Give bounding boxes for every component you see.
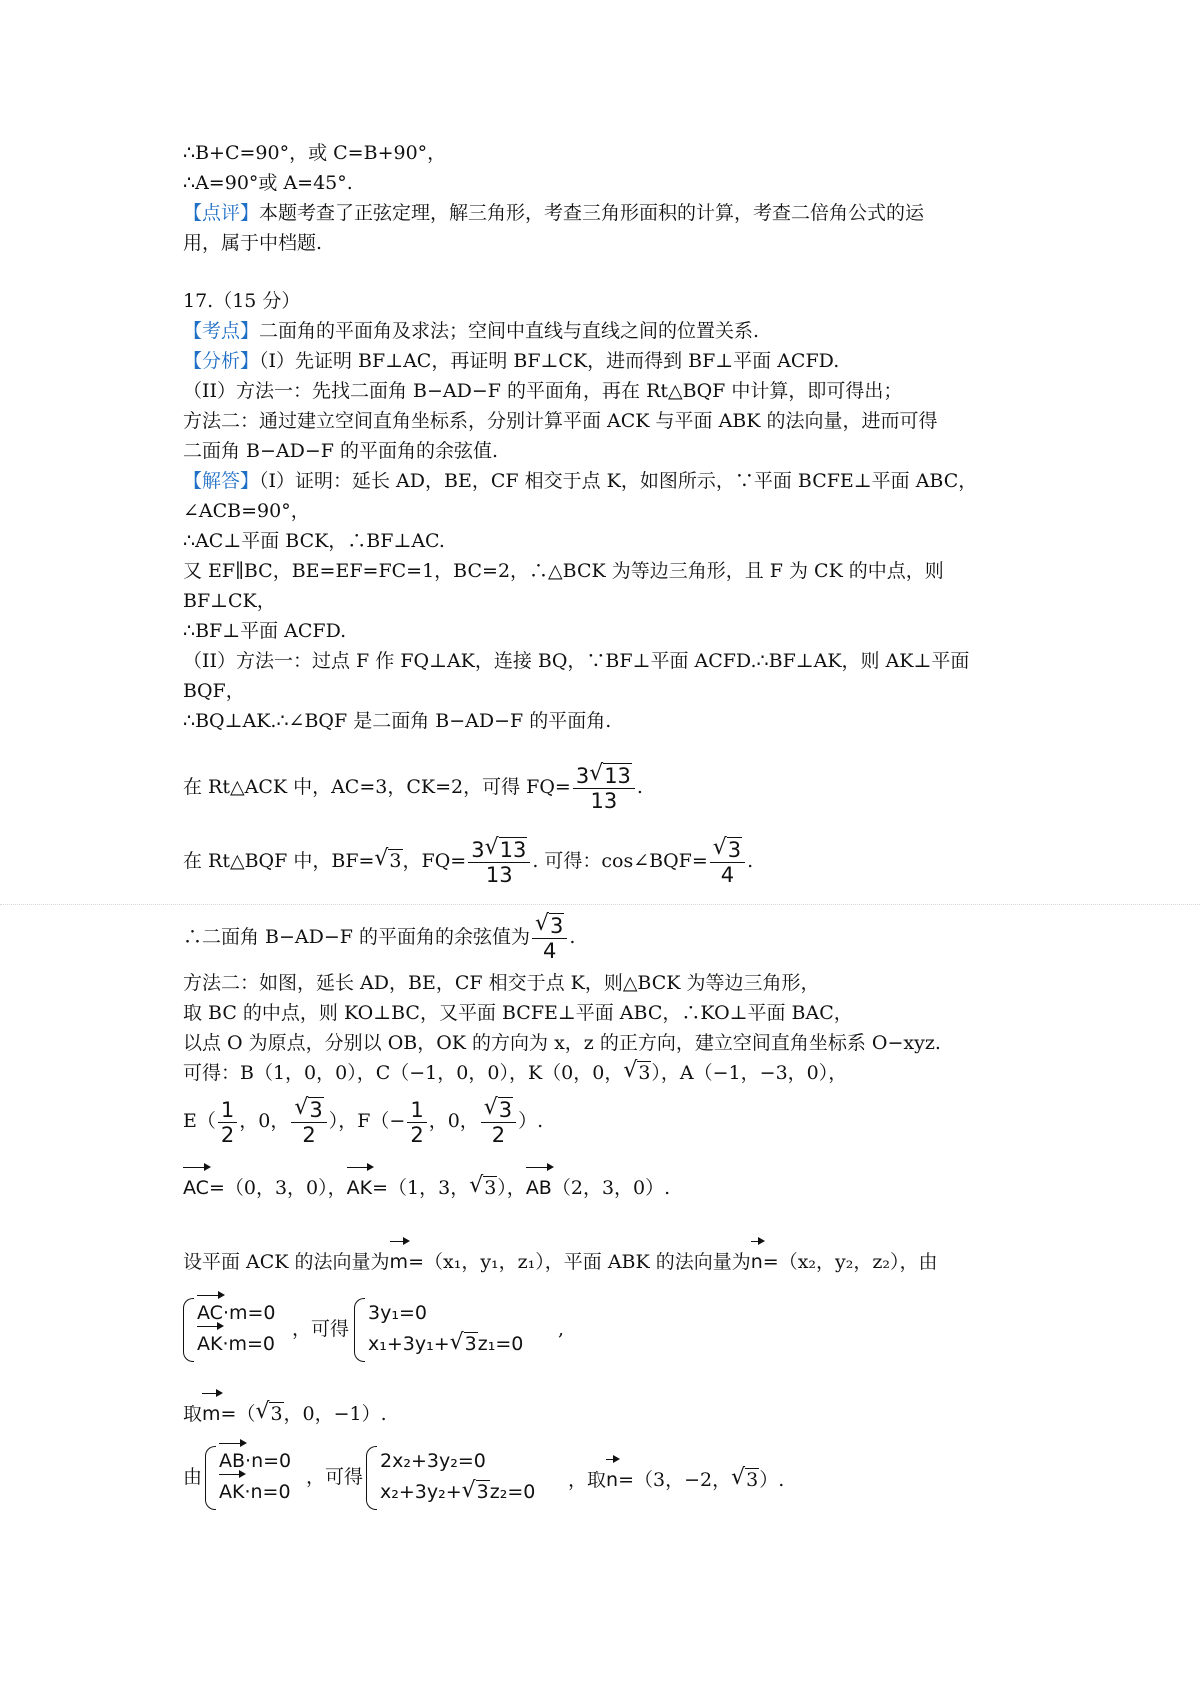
sqrt-expr: √ 3 <box>623 1058 651 1088</box>
text-line: 二面角 B−AD−F 的平面角的余弦值. <box>183 440 499 462</box>
text-line: 用，属于中档题. <box>183 232 323 254</box>
vector-n: n <box>751 1244 763 1280</box>
left-brace <box>366 1446 377 1510</box>
fraction: $\frac{1}{2}$ <box>407 1098 426 1147</box>
text-line: 方法二：如图，延长 AD，BE，CF 相交于点 K，则△BCK 为等边三角形， <box>183 972 820 994</box>
text-line: 由 <box>183 1466 203 1488</box>
topic-tag: 【考点】 <box>183 320 260 342</box>
fraction: $\frac{3√ 13}{13}$ <box>573 764 635 813</box>
fraction: $\frac{1}{2}$ <box>218 1098 237 1147</box>
text-line: ，可得 <box>292 1318 350 1340</box>
text-line: 【考点】二面角的平面角及求法；空间中直线与直线之间的位置关系. <box>183 320 760 342</box>
text-line: ，可得 <box>306 1466 364 1488</box>
left-brace <box>205 1446 216 1510</box>
math-line: 设平面 ACK 的法向量为m=（x₁，y₁，z₁），平面 ABK 的法向量为n=（x₂，y₂，z₂），由 <box>183 1244 938 1280</box>
fraction: √ $\frac{3}{4}$ <box>532 914 567 963</box>
math-line: 可得：B（1，0，0），C（−1，0，0），K（0，0，√ 3），A（−1，−3，0）， <box>183 1058 847 1088</box>
analysis-tag: 【分析】 <box>183 350 260 372</box>
text-line: 方法二：通过建立空间直角坐标系，分别计算平面 ACK 与平面 ABK 的法向量，进而可得 <box>183 410 938 432</box>
math-line: 在 Rt△ACK 中，AC=3，CK=2，可得 FQ= $\frac{3√ 13}{13}$ . <box>183 762 643 812</box>
text-line: （II）方法一：过点 F 作 FQ⊥AK，连接 BQ，∵BF⊥平面 ACFD.∴BF⊥AK，则 AK⊥平面 <box>183 650 970 672</box>
solution-tag: 【解答】 <box>183 470 260 492</box>
document-page: ∴B+C=90°，或 C=B+90°， ∴A=90°或 A=45°. 【点评】本题考查了正弦定理，解三角形，考查三角形面积的计算，考查二倍角公式的运 用，属于中档题. 17.（15 分） 【考点】二面角的平面角及求法；空间中直线与直线之间的位置关系. 【分析】（I）先证明 BF⊥AC，再证明 BF⊥CK，进而得到 BF⊥平面 ACFD. （II）方法一：先找二面角 B−AD−F 的平面角，再在 Rt△BQF 中计算，即可得出； 方法二：通过建立空间直角坐标系，分别计算平面 ACK 与平面 ABK 的法向量，进而可得 二面角 B−AD−F 的平面角的余弦值. 【解答】（I）证明：延长 AD，BE，CF 相交于点 K，如图所示，∵平面 BCFE⊥平面 ABC， ∠ACB=90°， ∴AC⊥平面 BCK，∴BF⊥AC. 又 EF∥BC，BE=EF=FC=1，BC=2，∴△BCK 为等边三角形，且 F 为 CK 的中点，则 BF⊥CK， ∴BF⊥平面 ACFD. （II）方法一：过点 F 作 FQ⊥AK，连接 BQ，∵BF⊥平面 ACFD.∴BF⊥AK，则 AK⊥平面 BQF， ∴BQ⊥AK.∴∠BQF 是二面角 B−AD−F 的平面角. 在 Rt△ACK 中，AC=3，CK=2，可得 FQ= $\frac{3√ 13}{13}$ . 在 Rt△BQF 中，BF=√ 3，FQ= $\frac{3√ 13}{13}$ . 可得：cos∠BQF= √ $\frac{3}{4}$ . ∴二面角 B−AD−F 的平面角的余弦值为 √ $\frac{3}{4}$ . 方法二：如图，延长 AD，BE，CF 相交于点 K，则△BCK 为等边三角形， 取 BC 的中点，则 KO⊥BC，又平面 BCFE⊥平面 ABC，∴KO⊥平面 BAC， 以点 O 为原点，分别以 OB，OK 的方向为 x，z 的正方向，建立空间直角坐标系 O−xyz. 可得：B（1，0，0），C（−1，0，0），K（0，0，√ 3），A（−1，−3，0）， E（ $\frac{1}{2}$ ，0， √ $\frac{3}{2}$ ），F（− $\frac{1}{2}$ ，0， √ $\frac{3}{2}$ ）. AC=（0，3，0），AK=（1，3，√ 3），AB（2，3，0）. 设平面 ACK 的法向量为m=（x₁，y₁，z₁），平面 ABK 的法向量为n=（x₂，y₂，z₂），由 AC·m=0 AK·m=0 ，可得 3y₁=0 x₁+3y₁+√ 3z₁=0 , 取m=（√ 3，0，−1）. 由 AB·n=0 AK·n=0 ，可得 2x₂+3y₂=0 x₂+3y₂+√ 3z₂=0 ，取n=（3，−2，√ 3）. <box>0 0 1200 1698</box>
vector-m: m <box>390 1244 409 1280</box>
math-line: 在 Rt△BQF 中，BF=√ 3，FQ= $\frac{3√ 13}{13}$ . 可得：cos∠BQF= √ $\frac{3}{4}$ . <box>183 834 753 888</box>
question-number: 17.（15 分） <box>183 290 301 312</box>
text-line: BF⊥CK， <box>183 590 276 612</box>
left-brace <box>354 1298 365 1362</box>
text-line: , <box>558 1318 565 1340</box>
left-brace <box>183 1298 194 1362</box>
vector-AK: AK <box>347 1170 372 1206</box>
fraction: √ $\frac{3}{2}$ <box>481 1098 516 1147</box>
text-line: 【解答】（I）证明：延长 AD，BE，CF 相交于点 K，如图所示，∵平面 BCFE⊥平面 ABC， <box>183 470 978 492</box>
text-line: 又 EF∥BC，BE=EF=FC=1，BC=2，∴△BCK 为等边三角形，且 F 为 CK 的中点，则 <box>183 560 944 582</box>
sqrt-expr: √ 3 <box>255 1396 283 1432</box>
text-line: 以点 O 为原点，分别以 OB，OK 的方向为 x，z 的正方向，建立空间直角坐标系 O−xyz. <box>183 1032 941 1054</box>
fraction: √ $\frac{3}{2}$ <box>291 1098 326 1147</box>
text-line: （II）方法一：先找二面角 B−AD−F 的平面角，再在 Rt△BQF 中计算，即可得出； <box>183 380 903 402</box>
math-line: 取m=（√ 3，0，−1）. <box>183 1396 387 1432</box>
text-line: ∴B+C=90°，或 C=B+90°， <box>183 142 447 164</box>
page-divider <box>0 904 1200 905</box>
fraction: √ $\frac{3}{4}$ <box>710 838 745 887</box>
text-line: ∠ACB=90°， <box>183 500 310 522</box>
math-line: AC=（0，3，0），AK=（1，3，√ 3），AB（2，3，0）. <box>183 1170 670 1206</box>
text-line: 【点评】本题考查了正弦定理，解三角形，考查三角形面积的计算，考查二倍角公式的运 <box>183 202 925 224</box>
text-line: ∴BF⊥平面 ACFD. <box>183 620 347 642</box>
comment-tag: 【点评】 <box>183 202 260 224</box>
vector-AC: AC <box>183 1170 209 1206</box>
sqrt-expr: √ 3 <box>469 1170 497 1206</box>
sqrt-expr: √ 3 <box>731 1462 759 1498</box>
text-line: ∴BQ⊥AK.∴∠BQF 是二面角 B−AD−F 的平面角. <box>183 710 612 732</box>
text-line: ∴A=90°或 A=45°. <box>183 172 353 194</box>
math-line: ∴二面角 B−AD−F 的平面角的余弦值为 √ $\frac{3}{4}$ . <box>183 910 575 964</box>
vector-n: n <box>606 1462 618 1498</box>
vector-AB: AB <box>526 1170 552 1206</box>
sqrt-expr: √ 3 <box>374 834 402 888</box>
text-line: BQF， <box>183 680 245 702</box>
vector-m: m <box>202 1396 221 1432</box>
text-line: 【分析】（I）先证明 BF⊥AC，再证明 BF⊥CK，进而得到 BF⊥平面 ACFD. <box>183 350 840 372</box>
math-line: E（ $\frac{1}{2}$ ，0， √ $\frac{3}{2}$ ），F（− $\frac{1}{2}$ ，0， √ $\frac{3}{2}$ ）. <box>183 1092 543 1150</box>
text-line: 取 BC 的中点，则 KO⊥BC，又平面 BCFE⊥平面 ABC，∴KO⊥平面 BAC， <box>183 1002 853 1024</box>
text-line: ∴AC⊥平面 BCK，∴BF⊥AC. <box>183 530 445 552</box>
fraction: $\frac{3√ 13}{13}$ <box>468 838 530 887</box>
math-line: ，取n=（3，−2，√ 3）. <box>568 1462 784 1498</box>
